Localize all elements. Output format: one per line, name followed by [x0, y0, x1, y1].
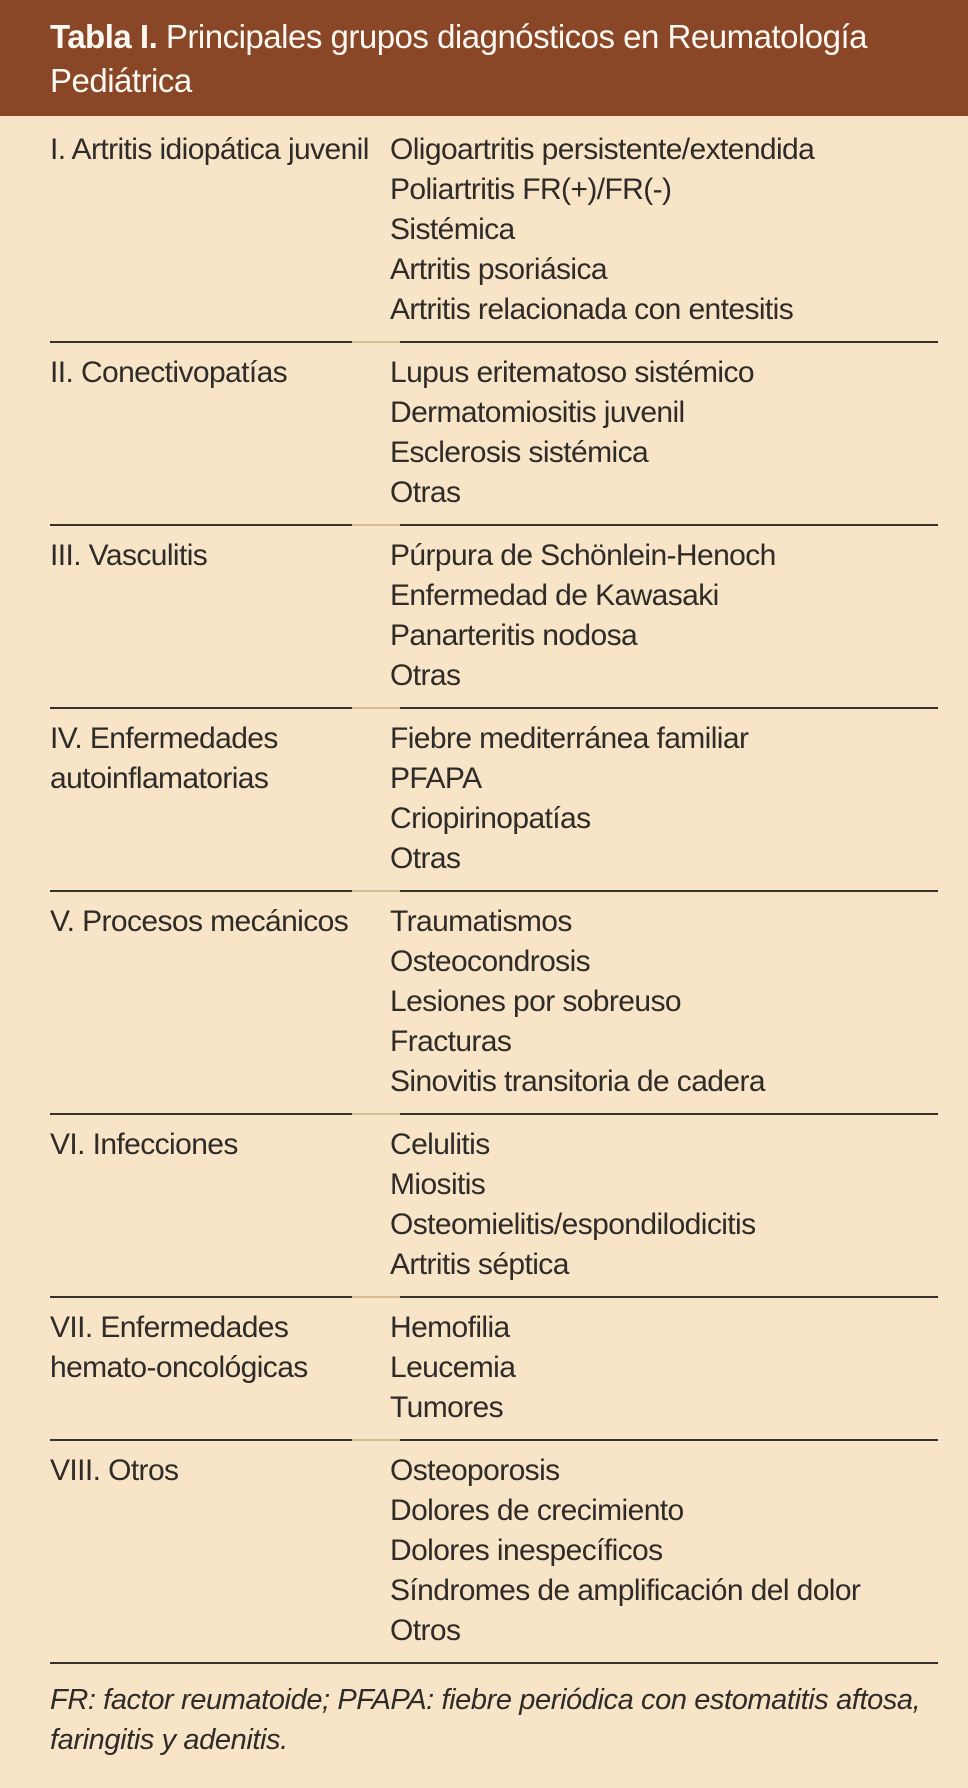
- row-divider: [50, 524, 938, 526]
- divider-gap-segment: [352, 707, 400, 709]
- row-divider: [50, 890, 938, 892]
- group-cell: [50, 719, 390, 879]
- table-row: [0, 120, 968, 341]
- divider-right-segment: [400, 1439, 938, 1441]
- table-header: [0, 0, 968, 116]
- divider-right-segment: [400, 707, 938, 709]
- divider-left-segment: [50, 1439, 352, 1441]
- diagnosis-item: Otras: [390, 842, 461, 875]
- divider-left-segment: [50, 1113, 352, 1115]
- divider-left-segment: [50, 341, 352, 343]
- table-row: [0, 526, 968, 707]
- row-divider: [50, 1113, 938, 1115]
- table-title-text: Principales grupos diagnósticos en Reumatología Pediátrica: [50, 18, 868, 99]
- diagnosis-item: Fiebre mediterránea familiar: [390, 722, 749, 755]
- divider-gap-segment: [352, 1662, 400, 1664]
- group-label: II. Conectivopatías: [50, 356, 288, 389]
- diagnosis-item: Artritis psoriásica: [390, 253, 607, 286]
- diagnosis-item: Otras: [390, 476, 461, 509]
- diagnosis-item: Panarteritis nodosa: [390, 619, 638, 652]
- diagnosis-list: [390, 536, 938, 696]
- group-label: III. Vasculitis: [50, 539, 208, 572]
- diagnosis-item: Oligoartritis persistente/extendida: [390, 133, 815, 166]
- diagnosis-item: Artritis relacionada con entesitis: [390, 293, 794, 326]
- group-cell: [50, 1308, 390, 1428]
- group-label: VII. Enfermedades hemato-oncológicas: [50, 1311, 308, 1384]
- diagnosis-item: Otros: [390, 1614, 461, 1647]
- group-label: V. Procesos mecánicos: [50, 905, 349, 938]
- group-cell: [50, 1125, 390, 1285]
- diagnosis-item: Traumatismos: [390, 905, 572, 938]
- table-row: [0, 892, 968, 1113]
- table-title-label: Tabla I.: [50, 18, 158, 55]
- group-cell: [50, 902, 390, 1102]
- diagnosis-list: [390, 130, 938, 330]
- diagnosis-item: Otras: [390, 659, 461, 692]
- divider-right-segment: [400, 1113, 938, 1115]
- diagnosis-item: Lesiones por sobreuso: [390, 985, 681, 1018]
- footnote-divider: [50, 1662, 938, 1664]
- diagnosis-item: Enfermedad de Kawasaki: [390, 579, 719, 612]
- table-row: [0, 1298, 968, 1439]
- group-label: I. Artritis idiopática juvenil: [50, 133, 369, 166]
- diagnosis-item: Púrpura de Schönlein-Henoch: [390, 539, 776, 572]
- divider-gap-segment: [352, 1296, 400, 1298]
- diagnosis-item: Dolores inespecíficos: [390, 1534, 663, 1567]
- group-label: VIII. Otros: [50, 1454, 179, 1487]
- diagnosis-item: Dermatomiositis juvenil: [390, 396, 685, 429]
- table-body: [0, 116, 968, 1664]
- diagnosis-item: Hemofilia: [390, 1311, 510, 1344]
- divider-right-segment: [400, 524, 938, 526]
- diagnosis-item: Fracturas: [390, 1025, 512, 1058]
- diagnosis-item: Leucemia: [390, 1351, 516, 1384]
- row-divider: [50, 1296, 938, 1298]
- diagnosis-item: Celulitis: [390, 1128, 490, 1161]
- divider-left-segment: [50, 890, 352, 892]
- diagnosis-list: [390, 1125, 938, 1285]
- diagnosis-list: [390, 353, 938, 513]
- divider-right-segment: [400, 890, 938, 892]
- divider-right-segment: [400, 341, 938, 343]
- divider-right-segment: [400, 1296, 938, 1298]
- group-label: VI. Infecciones: [50, 1128, 238, 1161]
- divider-gap-segment: [352, 1113, 400, 1115]
- diagnosis-item: Osteocondrosis: [390, 945, 591, 978]
- diagnosis-list: [390, 902, 938, 1102]
- diagnosis-item: Poliartritis FR(+)/FR(-): [390, 173, 672, 206]
- diagnosis-item: Lupus eritematoso sistémico: [390, 356, 754, 389]
- diagnosis-item: Tumores: [390, 1391, 504, 1424]
- table-row: [0, 1115, 968, 1296]
- group-cell: [50, 130, 390, 330]
- diagnosis-item: Osteomielitis/espondilodicitis: [390, 1208, 756, 1241]
- diagnosis-list: [390, 719, 938, 879]
- divider-left-segment: [50, 707, 352, 709]
- divider-left-segment: [50, 524, 352, 526]
- diagnosis-item: Dolores de crecimiento: [390, 1494, 684, 1527]
- row-divider: [50, 707, 938, 709]
- table-row: [0, 343, 968, 524]
- group-cell: [50, 536, 390, 696]
- row-divider: [50, 341, 938, 343]
- divider-left-segment: [50, 1296, 352, 1298]
- row-divider: [50, 1439, 938, 1441]
- divider-gap-segment: [352, 341, 400, 343]
- diagnosis-list: [390, 1451, 938, 1651]
- diagnosis-item: Sistémica: [390, 213, 515, 246]
- diagnosis-list: [390, 1308, 938, 1428]
- diagnosis-item: Artritis séptica: [390, 1248, 569, 1281]
- diagnosis-item: Miositis: [390, 1168, 486, 1201]
- diagnosis-item: Sinovitis transitoria de cadera: [390, 1065, 765, 1098]
- diagnosis-item: PFAPA: [390, 762, 482, 795]
- diagnosis-item: Esclerosis sistémica: [390, 436, 649, 469]
- table-row: [0, 1441, 968, 1662]
- group-cell: [50, 1451, 390, 1651]
- divider-right-segment: [400, 1662, 938, 1664]
- diagnosis-item: Síndromes de amplificación del dolor: [390, 1574, 861, 1607]
- group-label: IV. Enfermedades autoinflamatorias: [50, 722, 278, 795]
- diagnosis-item: Osteoporosis: [390, 1454, 560, 1487]
- table-row: [0, 709, 968, 890]
- divider-left-segment: [50, 1662, 352, 1664]
- group-cell: [50, 353, 390, 513]
- footnote: FR: factor reumatoide; PFAPA: fiebre periódica con estomatitis aftosa, faringitis y adenitis.: [50, 1684, 921, 1756]
- diagnosis-item: Criopirinopatías: [390, 802, 591, 835]
- divider-gap-segment: [352, 890, 400, 892]
- divider-gap-segment: [352, 1439, 400, 1441]
- divider-gap-segment: [352, 524, 400, 526]
